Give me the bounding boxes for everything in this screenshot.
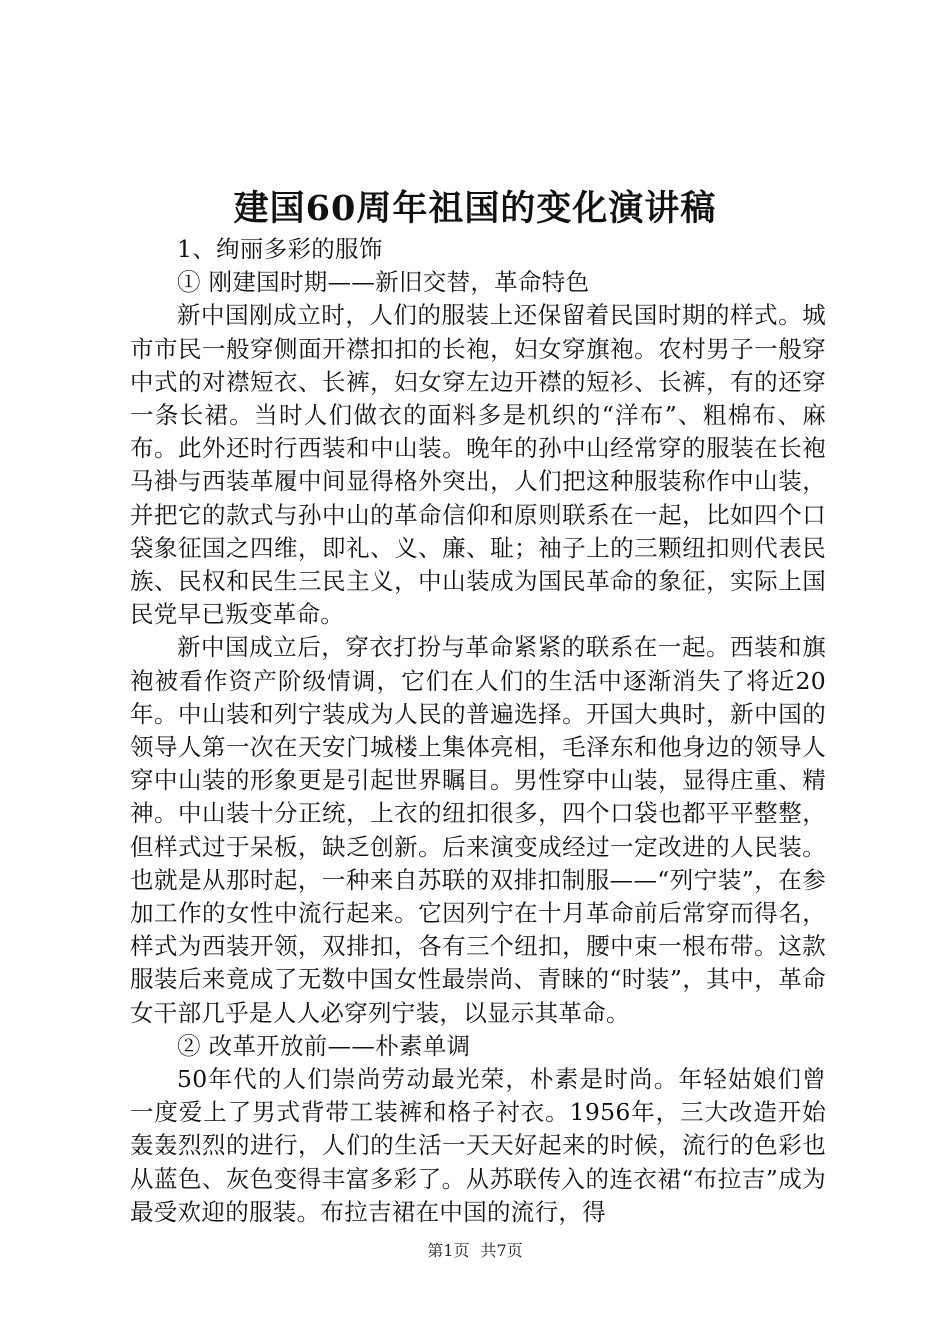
page-total: 共7页 — [480, 1241, 523, 1260]
body-paragraph: 新中国刚成立时，人们的服装上还保留着民国时期的样式。城市市民一般穿侧面开襟扣扣的长袍，妇女穿旗袍。农村男子一般穿中式的对襟短衣、长裤，妇女穿左边开襟的短衫、长裤，有的还穿一条长裙。当时人们做衣的面料多是机织的“洋布”、粗棉布、麻布。此外还时行西装和中山装。晚年的孙中山经常穿的服装在长袍马褂与西装革履中间显得格外突出，人们把这种服装称作中山装，并把它的款式与孙中山的革命信仰和原则联系在一起，比如四个口袋象征国之四维，即礼、义、廉、耻；袖子上的三颗纽扣则代表民族、民权和民生三民主义，中山装成为国民革命的象征，实际上国民党早已叛变革命。 — [130, 301, 826, 629]
document-title: 建国60周年祖国的变化演讲稿 — [233, 188, 717, 229]
document-body — [130, 233, 826, 1229]
subsection-heading: ② 改革开放前——朴素单调 — [177, 1031, 471, 1060]
page-number: 第1页 — [427, 1241, 470, 1260]
body-paragraph: 50年代的人们崇尚劳动最光荣，朴素是时尚。年轻姑娘们曾一度爱上了男式背带工装裤和格子衬衣。1956年，三大改造开始轰轰烈烈的进行，人们的生活一天天好起来的时候，流行的色彩也从蓝色、灰色变得丰富多彩了。从苏联传入的连衣裙“布拉吉”成为最受欢迎的服装。布拉吉裙在中国的流行，得 — [130, 1065, 826, 1226]
section-heading: 1、绚丽多彩的服饰 — [177, 235, 383, 263]
page-footer — [0, 1241, 950, 1261]
body-paragraph: 新中国成立后，穿衣打扮与革命紧紧的联系在一起。西装和旗袍被看作资产阶级情调，它们在人们的生活中逐渐消失了将近20年。中山装和列宁装成为人民的普遍选择。开国大典时，新中国的领导人第一次在天安门城楼上集体亮相，毛泽东和他身边的领导人穿中山装的形象更是引起世界瞩目。男性穿中山装，显得庄重、精神。中山装十分正统，上衣的纽扣很多，四个口袋也都平平整整，但样式过于呆板，缺乏创新。后来演变成经过一定改进的人民装。也就是从那时起，一种来自苏联的双排扣制服——“列宁装”，在参加工作的女性中流行起来。它因列宁在十月革命前后常穿而得名，样式为西装开领，双排扣，各有三个纽扣，腰中束一根布带。这款服装后来竟成了无数中国女性最崇尚、青睐的“时装”，其中，革命女干部几乎是人人必穿列宁装，以显示其革命。 — [130, 633, 826, 1027]
subsection-heading: ① 刚建国时期——新旧交替，革命特色 — [177, 268, 590, 297]
